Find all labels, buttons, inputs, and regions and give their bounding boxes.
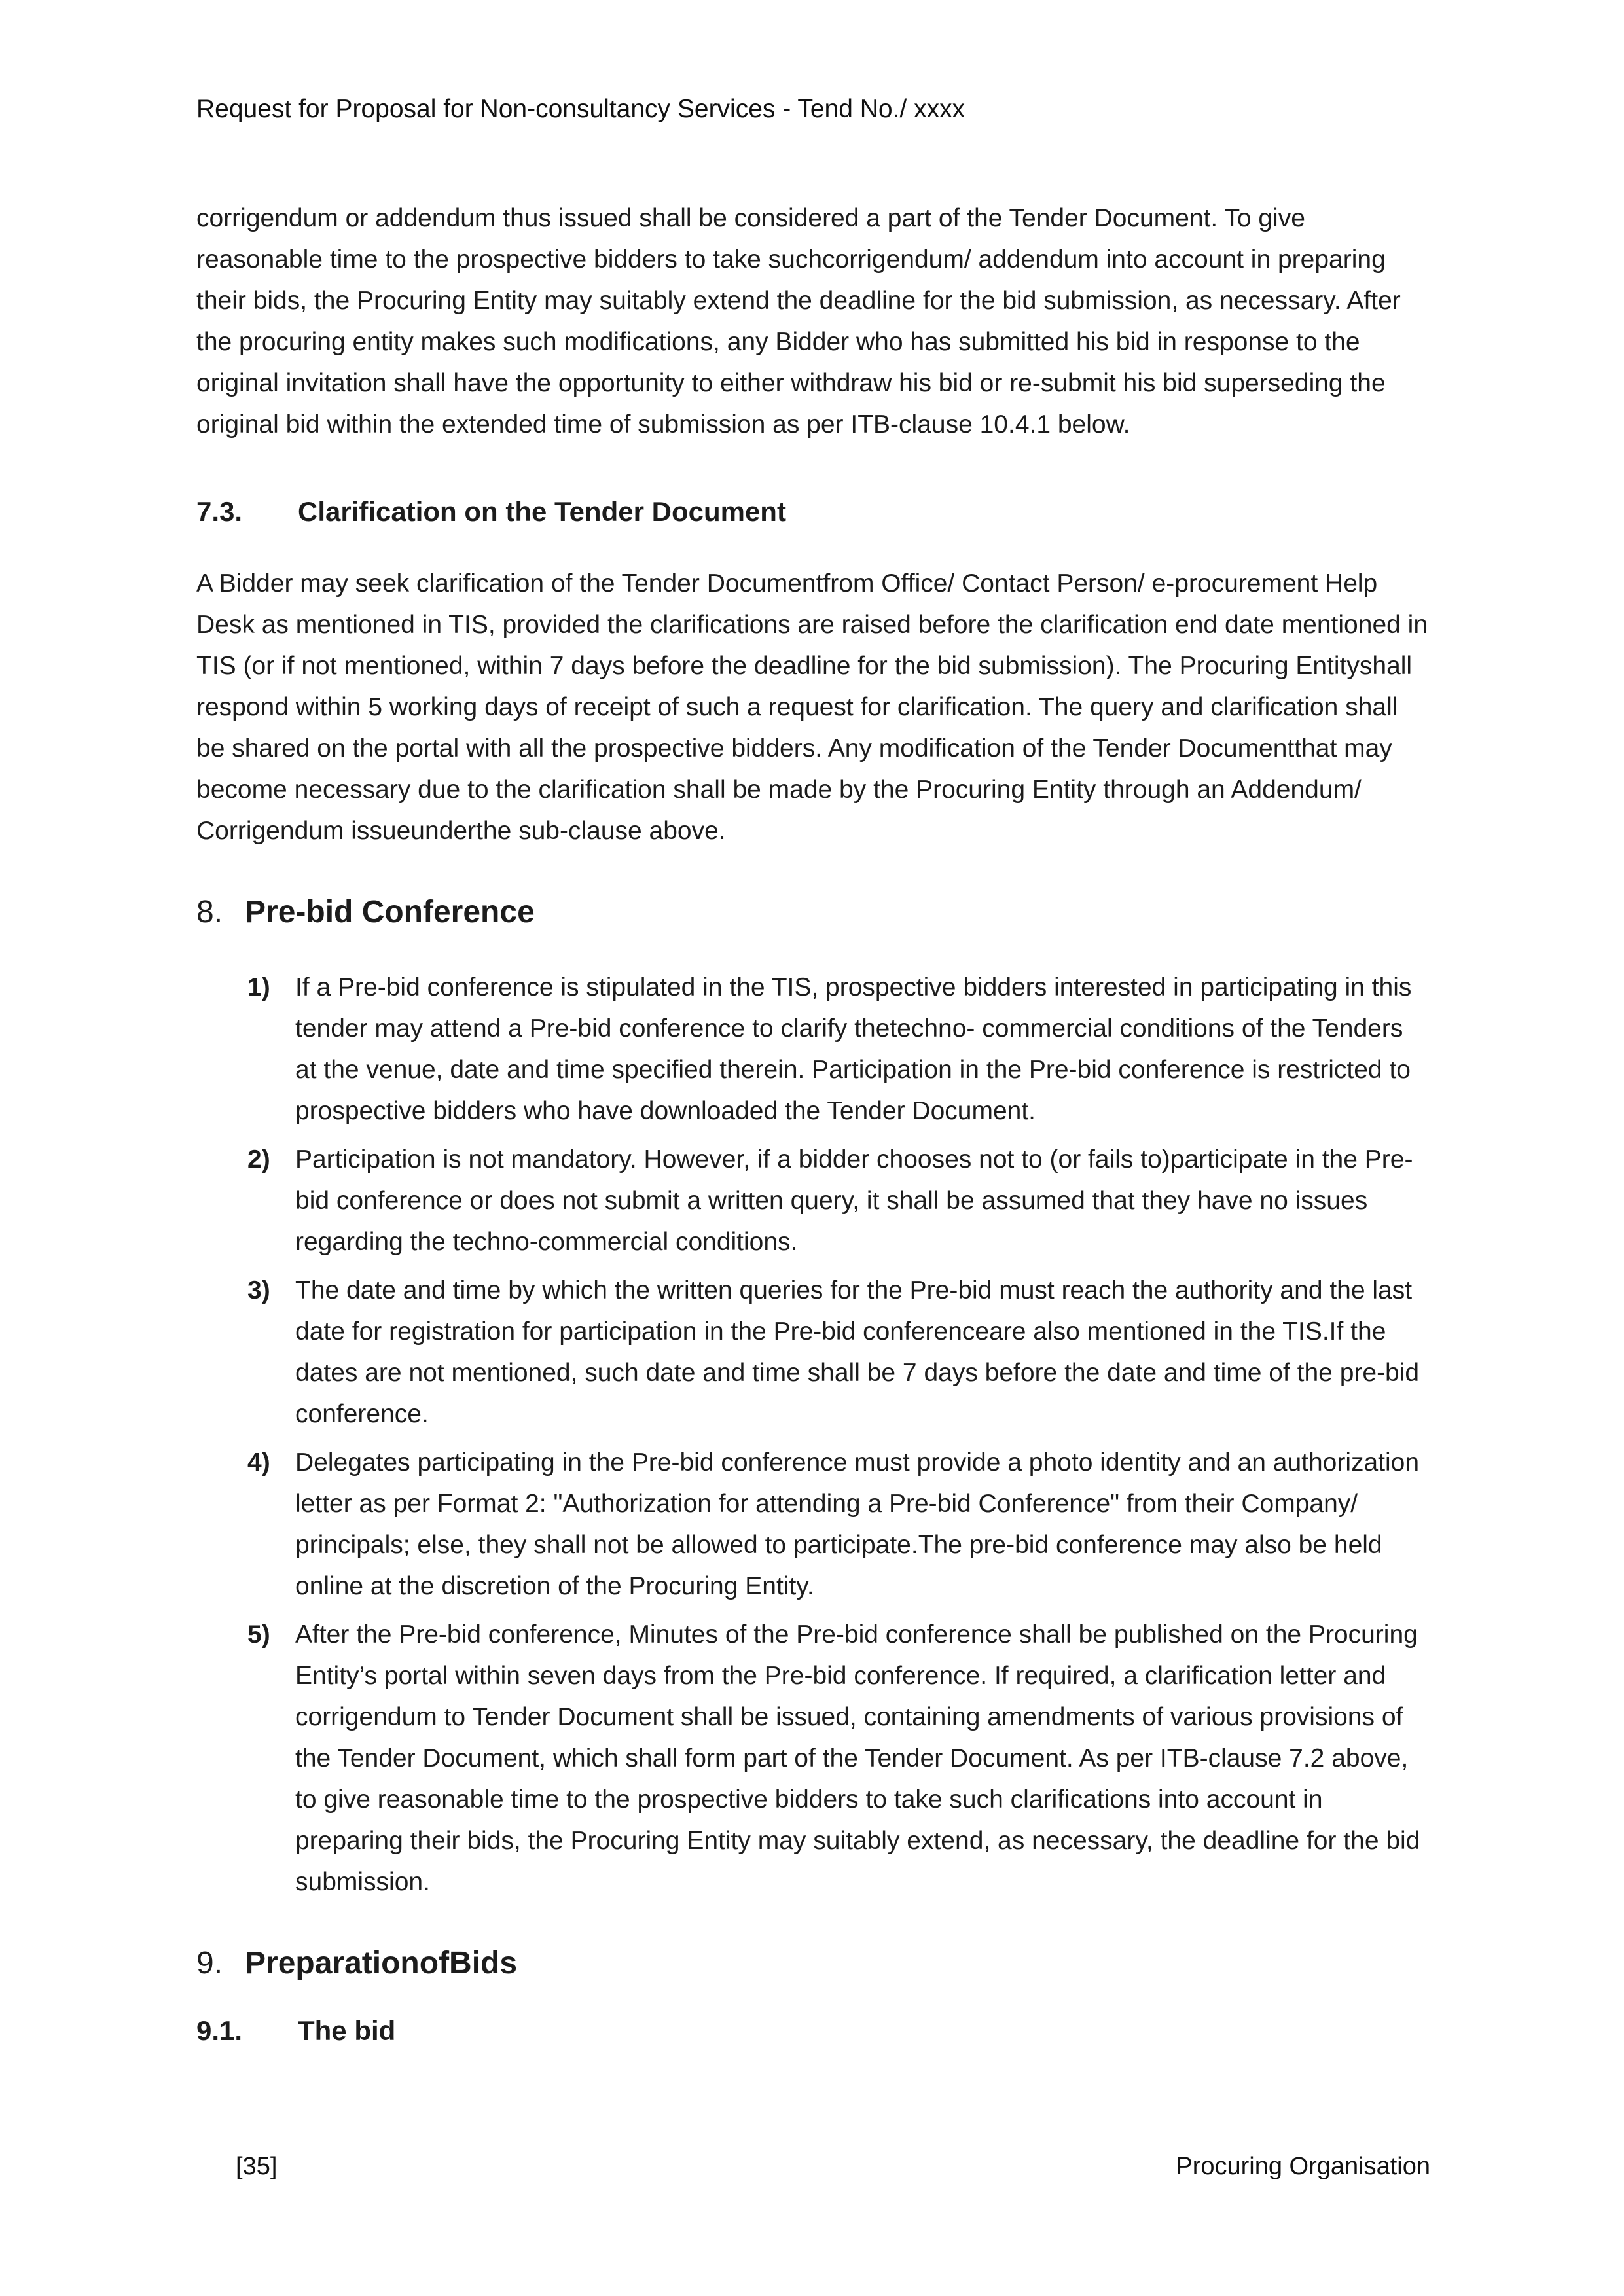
heading-9-title: PreparationofBids [245,1946,518,1981]
heading-8-title: Pre-bid Conference [245,895,535,929]
heading-7-3 [196,493,1430,530]
list-item [196,1270,1430,1435]
paragraph-clarification: A Bidder may seek clarification of the Tender Documentfrom Office/ Contact Person/ e-procurement Help Desk as mentioned in TIS, provided the clarifications are raised before the clarification end date mentioned in TIS (or if not mentioned, within 7 days before the deadline for the bid submission). The Procuring Entityshall respond within 5 working days of receipt of such a request for clarification. The query and clarification shall be shared on the portal with all the prospective bidders. Any modification of the Tender Documentthat may become necessary due to the clarification shall be made by the Procuring Entity through an Addendum/ Corrigendum issueunderthe sub-clause above. [196,569,1428,845]
list-item [196,1614,1430,1903]
heading-9-1-number: 9.1. [196,2015,243,2046]
list-item-number: 4) [247,1448,270,1477]
list-item-text: Participation is not mandatory. However, if a bidder chooses not to (or fails to)participate in the Pre-bid conference or does not submit a written query, it shall be assumed that they have no issues regarding the techno-commercial conditions. [295,1145,1413,1256]
prebid-conference-list [196,967,1430,1903]
heading-9-1-title: The bid [298,2015,396,2046]
list-item-text: After the Pre-bid conference, Minutes of the Pre-bid conference shall be published on the Procuring Entity’s portal within seven days from the Pre-bid conference. If required, a clarification letter and corrigendum to Tender Document shall be issued, containing amendments of various provisions of the Tender Document, which shall form part of the Tender Document. As per ITB-clause 7.2 above, to give reasonable time to the prospective bidders to take such clarifications into account in preparing their bids, the Procuring Entity may suitably extend, as necessary, the deadline for the bid submission. [295,1621,1420,1896]
list-item-number: 2) [247,1145,270,1174]
list-item-text: Delegates participating in the Pre-bid conference must provide a photo identity and an authorization letter as per Format 2: "Authorization for attending a Pre-bid Conference" from their Company/ principals; else, they shall not be allowed to participate.The pre-bid conference may also be held online at the discretion of the Procuring Entity. [295,1448,1420,1600]
list-item [196,967,1430,1132]
heading-7-3-number: 7.3. [196,496,243,527]
list-item-text: The date and time by which the written queries for the Pre-bid must reach the authority and the last date for registration for participation in the Pre-bid conferenceare also mentioned in the TIS.If the dates are not mentioned, such date and time shall be 7 days before the date and time of the pre-bid conference. [295,1276,1420,1428]
page-header: Request for Proposal for Non-consultancy Services - Tend No./ xxxx [196,95,965,123]
heading-8 [196,891,1430,934]
paragraph-corrigendum: corrigendum or addendum thus issued shall be considered a part of the Tender Document. To give reasonable time to the prospective bidders to take suchcorrigendum/ addendum into account in preparing their bids, the Procuring Entity may suitably extend the deadline for the bid submission, as necessary. After the procuring entity makes such modifications, any Bidder who has submitted his bid in response to the original invitation shall have the opportunity to either withdraw his bid or re-submit his bid superseding the original bid within the extended time of submission as per ITB-clause 10.4.1 below. [196,204,1401,439]
heading-9-1 [196,2013,1430,2049]
page-footer [196,2151,1430,2182]
heading-7-3-title: Clarification on the Tender Document [298,496,786,527]
heading-8-number: 8. [196,895,223,929]
list-item-number: 5) [247,1621,270,1649]
footer-organisation: Procuring Organisation [1176,2153,1430,2180]
heading-9 [196,1942,1430,1985]
heading-9-number: 9. [196,1946,223,1981]
list-item-number: 3) [247,1276,270,1304]
page-number: [35] [236,2153,278,2180]
list-item-number: 1) [247,973,270,1001]
list-item-text: If a Pre-bid conference is stipulated in the TIS, prospective bidders interested in participating in this tender may attend a Pre-bid conference to clarify thetechno- commercial conditions of the Tenders at the venue, date and time specified therein. Participation in the Pre-bid conference is restricted to prospective bidders who have downloaded the Tender Document. [295,973,1412,1125]
list-item [196,1139,1430,1263]
list-item [196,1442,1430,1607]
